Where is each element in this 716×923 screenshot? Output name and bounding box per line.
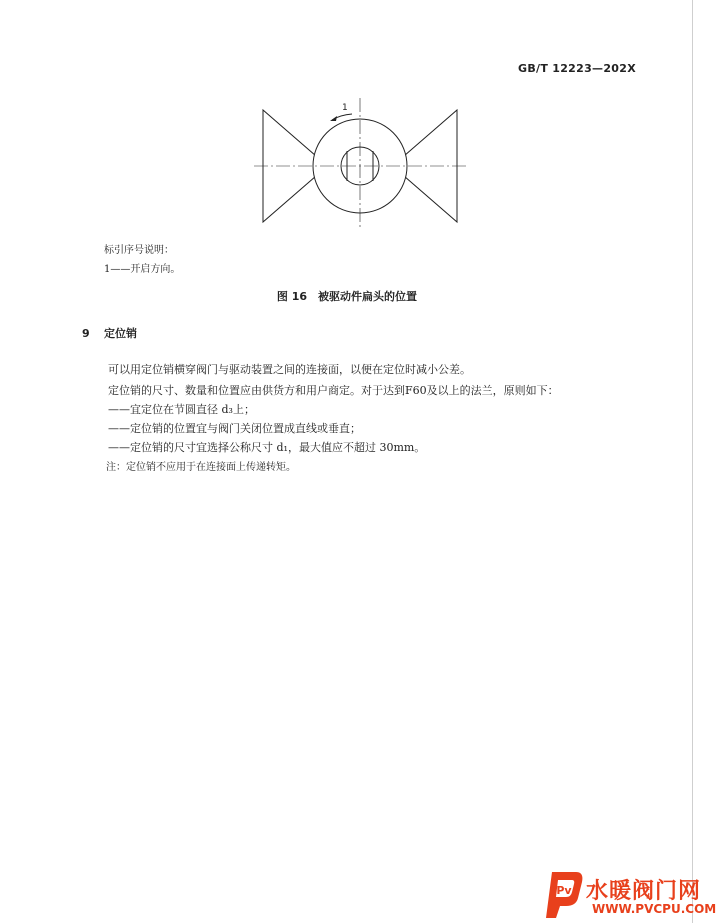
arrow-head (330, 116, 337, 121)
flat-head-position-figure (252, 98, 468, 232)
svg-text:Pv: Pv (556, 884, 572, 897)
legend-item: 1——开启方向。 (104, 264, 181, 275)
callout-label: 1 (342, 103, 348, 113)
note: 注：定位销不应用于在连接面上传递转矩。 (106, 462, 296, 473)
section-number: 9 (82, 327, 90, 340)
section-heading (82, 325, 137, 341)
figure-caption: 图 16 被驱动件扁头的位置 (276, 290, 418, 303)
list-item: ——定位销的位置宜与阀门关闭位置成直线或垂直； (108, 422, 361, 435)
legend-title: 标引序号说明： (104, 245, 174, 256)
paragraph: 可以用定位销横穿阀门与驱动装置之间的连接面，以便在定位时减小公差。 (108, 363, 471, 376)
pv-logo-icon (542, 868, 588, 920)
list-item: ——宜定位在节圆直径 d₃上； (108, 403, 255, 416)
watermark-site-name: 水暖阀门网 (586, 879, 702, 904)
list-item: ——定位销的尺寸宜选择公称尺寸 d₁，最大值应不超过 30mm。 (108, 441, 426, 454)
section-title: 定位销 (104, 327, 137, 340)
standard-code: GB/T 12223—202X (518, 62, 636, 75)
watermark-url: WWW.PVCPU.COM (592, 902, 716, 916)
site-watermark (542, 866, 716, 923)
paragraph: 定位销的尺寸、数量和位置应由供货方和用户商定。对于达到F60及以上的法兰，原则如下： (108, 384, 559, 397)
document-page (2, 0, 693, 923)
